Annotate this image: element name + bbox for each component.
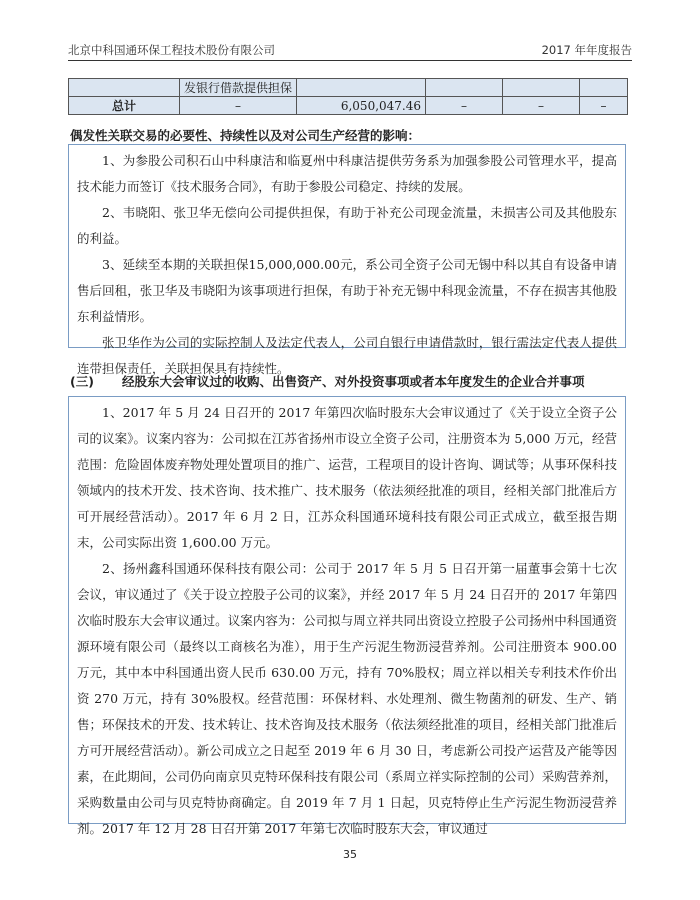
related-party-table (68, 78, 628, 115)
total-label: 总计 (69, 97, 180, 115)
table-cell: – (580, 97, 628, 115)
necessity-text-box (68, 144, 626, 376)
paragraph: 2、韦晓阳、张卫华无偿向公司提供担保，有助于补充公司现金流量，未损害公司及其他股东的利益。 (77, 205, 617, 246)
section-number: (三) (70, 374, 94, 389)
report-title: 2017 年年度报告 (541, 43, 632, 57)
table-cell: – (503, 97, 580, 115)
header-divider (68, 60, 632, 61)
table-cell (580, 79, 628, 97)
table-cell (503, 79, 580, 97)
table-cell (69, 79, 180, 97)
table-row (69, 79, 628, 97)
table-cell (297, 79, 426, 97)
necessity-heading: 偶发性关联交易的必要性、持续性以及对公司生产经营的影响： (70, 128, 421, 143)
paragraph: 3、延续至本期的关联担保15,000,000.00元，系公司全资子公司无锡中科以其自有设备申请售后回租，张卫华及韦晓阳为该事项进行担保，有助于补充无锡中科现金流量，不存在损害其他股东利益情形。 (77, 257, 617, 324)
section-heading (70, 372, 585, 390)
page-number: 35 (343, 848, 357, 861)
company-name: 北京中科国通环保工程技术股份有限公司 (68, 43, 275, 57)
section-title: 经股东大会审议过的收购、出售资产、对外投资事项或者本年度发生的企业合并事项 (122, 374, 585, 389)
table-cell: – (180, 97, 297, 115)
table-row-total (69, 97, 628, 115)
paragraph: 张卫华作为公司的实际控制人及法定代表人，公司自银行申请借款时，银行需法定代表人提供连带担保责任，关联担保具有持续性。 (77, 335, 617, 376)
table-cell (426, 79, 503, 97)
section-text-box (68, 396, 626, 836)
paragraph: 1、2017 年 5 月 24 日召开的 2017 年第四次临时股东大会审议通过了《关于设立全资子公司的议案》。议案内容为：公司拟在江苏省扬州市设立全资子公司，注册资本为 5,000 万元，经营范围：危险固体废弃物处理处置项目的推广、运营，工程项目的设计咨询、调试等；从事环保科技领域内的技术开发、技术咨询、技术推广、技术服务（依法须经批准的项目，经相关部门批准后方可开展经营活动）。2017 年 6 月 2 日，江苏众科国通环境科技有限公司正式成立，截至报告期末，公司实际出资 1,600.00 万元。 (77, 405, 617, 550)
table-cell: 发银行借款提供担保 (180, 79, 297, 97)
page-header (68, 38, 632, 58)
table-cell: – (426, 97, 503, 115)
total-amount: 6,050,047.46 (297, 97, 426, 115)
paragraph: 2、扬州鑫科国通环保科技有限公司：公司于 2017 年 5 月 5 日召开第一届董事会第十七次会议，审议通过了《关于设立控股子公司的议案》，并经 2017 年 5 月 24 日召开的 2017 年第四次临时股东大会审议通过。议案内容为：公司拟与周立祥共同出资设立控股子公司扬州中科国通资源环境有限公司（最终以工商核名为准），用于生产污泥生物沥浸营养剂。公司注册资本 900.00 万元，其中本中科国通出资人民币 630.00 万元，持有 70%股权；周立祥以相关专利技术作价出资 270 万元，持有 30%股权。经营范围：环保材料、水处理剂、微生物菌剂的研发、生产、销售；环保技术的开发、技术转让、技术咨询及技术服务（依法须经批准的项目，经相关部门批准后方可开展经营活动）。新公司成立之日起至 2019 年 6 月 30 日，考虑新公司投产运营及产能等因素，在此期间，公司仍向南京贝克特环保科技有限公司（系周立祥实际控制的公司）采购营养剂，采购数量由公司与贝克特协商确定。自 2019 年 7 月 1 日起，贝克特停止生产污泥生物沥浸营养剂。2017 年 12 月 28 日召开第 2017 年第七次临时股东大会，审议通过 (77, 561, 617, 836)
paragraph: 1、为参股公司积石山中科康洁和临夏州中科康洁提供劳务系为加强参股公司管理水平，提高技术能力而签订《技术服务合同》，有助于参股公司稳定、持续的发展。 (77, 153, 617, 194)
